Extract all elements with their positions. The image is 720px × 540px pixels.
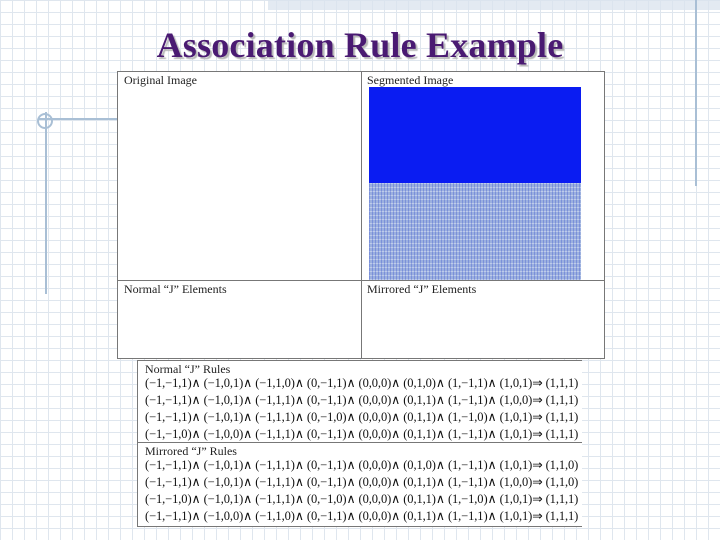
normal-rule-row: (−1,−1,1)∧ (−1,0,1)∧ (−1,1,1)∧ (0,−1,0)∧ (0,0,0)∧ (0,1,1)∧ (1,−1,0)∧ (1,0,1)⇒ (1,1,1): [145, 410, 579, 424]
mirrored-rule-row: (−1,−1,1)∧ (−1,0,1)∧ (−1,1,1)∧ (0,−1,1)∧ (0,0,0)∧ (0,1,0)∧ (1,−1,1)∧ (1,0,1)⇒ (1,1,0): [145, 458, 579, 472]
normal-rule-row: (−1,−1,1)∧ (−1,0,1)∧ (−1,1,1)∧ (0,−1,1)∧ (0,0,0)∧ (0,1,1)∧ (1,−1,1)∧ (1,0,0)⇒ (1,1,1): [145, 393, 579, 407]
rules-divider: [138, 360, 582, 361]
original-image-label: Original Image: [124, 73, 197, 87]
slide-title: Association Rule Example: [156, 25, 564, 65]
normal-rules-heading: Normal “J” Rules: [145, 362, 231, 376]
normal-rule-row: (−1,−1,1)∧ (−1,0,1)∧ (−1,1,0)∧ (0,−1,1)∧ (0,0,0)∧ (0,1,0)∧ (1,−1,1)∧ (1,0,1)⇒ (1,1,1): [145, 376, 579, 390]
grid-divider: [361, 72, 362, 358]
mirrored-j-elements-label: Mirrored “J” Elements: [367, 282, 477, 296]
mirrored-rule-row: (−1,−1,1)∧ (−1,0,0)∧ (−1,1,0)∧ (0,−1,1)∧ (0,0,0)∧ (0,1,1)∧ (1,−1,1)∧ (1,0,1)⇒ (1,1,1): [145, 509, 579, 523]
segmented-image-ground-region: [369, 183, 581, 280]
decorative-circle-icon: [37, 113, 53, 129]
decorative-top-band: [268, 0, 720, 10]
mirrored-rule-row: (−1,−1,1)∧ (−1,0,1)∧ (−1,1,1)∧ (0,−1,1)∧ (0,0,0)∧ (0,1,1)∧ (1,−1,1)∧ (1,0,0)⇒ (1,1,0): [145, 475, 579, 489]
segmented-image-sky-region: [369, 87, 581, 183]
grid-divider: [118, 280, 604, 281]
normal-rule-row: (−1,−1,0)∧ (−1,0,0)∧ (−1,1,1)∧ (0,−1,1)∧ (0,0,0)∧ (0,1,1)∧ (1,−1,1)∧ (1,0,1)⇒ (1,1,1): [145, 427, 579, 441]
rules-panel: [137, 360, 582, 527]
image-grid: [117, 71, 605, 359]
rules-divider: [138, 442, 582, 443]
normal-j-elements-label: Normal “J” Elements: [124, 282, 227, 296]
mirrored-rules-heading: Mirrored “J” Rules: [145, 444, 237, 458]
segmented-image-label: Segmented Image: [367, 73, 454, 87]
decorative-vertical-line: [45, 112, 47, 294]
mirrored-rule-row: (−1,−1,0)∧ (−1,0,1)∧ (−1,1,1)∧ (0,−1,0)∧ (0,0,0)∧ (0,1,1)∧ (1,−1,0)∧ (1,0,1)⇒ (1,1,1): [145, 492, 579, 506]
